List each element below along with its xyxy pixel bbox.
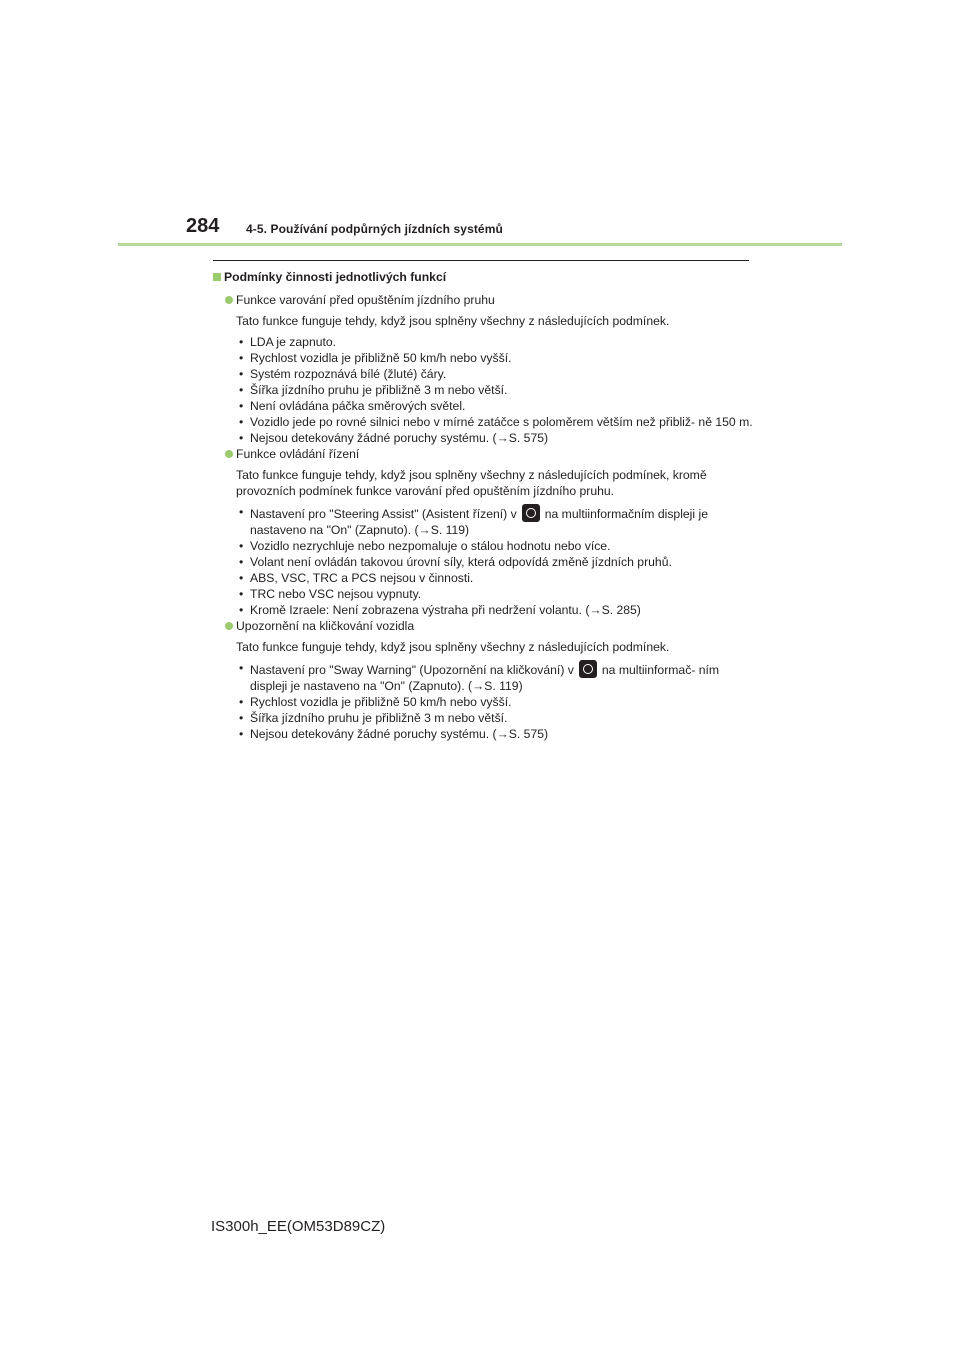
list-item: • Rychlost vozidla je přibližně 50 km/h nebo vyšší.: [236, 694, 753, 710]
function-heading-lane-departure: [225, 292, 753, 308]
list-item: • Šířka jízdního pruhu je přibližně 3 m nebo větší.: [236, 710, 753, 726]
list-item: • Kromě Izraele: Není zobrazena výstraha při nedržení volantu. (→S. 285): [236, 602, 753, 618]
list-item: • Šířka jízdního pruhu je přibližně 3 m nebo větší.: [236, 382, 753, 398]
list-item: • Systém rozpoznává bílé (žluté) čáry.: [236, 366, 753, 382]
section-divider: [213, 260, 749, 261]
gear-icon: [522, 504, 540, 522]
section-title: Podmínky činnosti jednotlivých funkcí: [224, 270, 447, 284]
list-item: • Není ovládána páčka směrových světel.: [236, 398, 753, 414]
list-item: • Nejsou detekovány žádné poruchy systému. (→S. 575): [236, 726, 753, 742]
square-bullet-icon: [213, 273, 221, 281]
list-item: • Volant není ovládán takovou úrovní síly, která odpovídá změně jízdních pruhů.: [236, 554, 753, 570]
circle-bullet-icon: [225, 450, 233, 458]
chapter-title: 4-5. Používání podpůrných jízdních systémů: [246, 222, 503, 236]
header-divider: [118, 243, 842, 246]
page-number: 284: [186, 215, 220, 237]
section-content: [213, 269, 753, 742]
list-item: • Nastavení pro "Steering Assist" (Asistent řízení) v na multiinformačním displeji je nastaveno na "On" (Zapnuto). (→S. 119): [236, 504, 753, 538]
conditions-intro: Tato funkce funguje tehdy, když jsou splněny všechny z následujících podmínek.: [236, 314, 670, 328]
conditions-intro: Tato funkce funguje tehdy, když jsou splněny všechny z následujících podmínek, kromě provozních podmínek funkce varování před opuštěním jízdního pruhu.: [236, 468, 707, 498]
list-item: • Rychlost vozidla je přibližně 50 km/h nebo vyšší.: [236, 350, 753, 366]
conditions-list: [236, 504, 753, 618]
circle-bullet-icon: [225, 296, 233, 304]
list-item: • LDA je zapnuto.: [236, 334, 753, 350]
list-item: • TRC nebo VSC nejsou vypnuty.: [236, 586, 753, 602]
section-heading: [213, 269, 753, 285]
conditions-intro: Tato funkce funguje tehdy, když jsou splněny všechny z následujících podmínek.: [236, 640, 670, 654]
conditions-list: [236, 334, 753, 446]
list-item: • Nejsou detekovány žádné poruchy systému. (→S. 575): [236, 430, 753, 446]
list-item: • Vozidlo jede po rovné silnici nebo v mírné zatáčce s poloměrem větším než přibliž- ně 150 m.: [236, 414, 753, 430]
circle-bullet-icon: [225, 622, 233, 630]
list-item: • Nastavení pro "Sway Warning" (Upozornění na kličkování) v na multiinformač- ním displeji je nastaveno na "On" (Zapnuto). (→S. 119): [236, 660, 753, 694]
function-title: Funkce varování před opuštěním jízdního pruhu: [236, 293, 495, 307]
gear-icon: [579, 660, 597, 678]
list-item: • ABS, VSC, TRC a PCS nejsou v činnosti.: [236, 570, 753, 586]
conditions-list: [236, 660, 753, 742]
function-heading-sway-warning: [225, 618, 753, 634]
manual-code: IS300h_EE(OM53D89CZ): [211, 1218, 386, 1235]
list-item: • Vozidlo nezrychluje nebo nezpomaluje o stálou hodnotu nebo více.: [236, 538, 753, 554]
function-heading-steering-control: [225, 446, 753, 462]
function-title: Funkce ovládání řízení: [236, 447, 360, 461]
function-title: Upozornění na kličkování vozidla: [236, 619, 415, 633]
